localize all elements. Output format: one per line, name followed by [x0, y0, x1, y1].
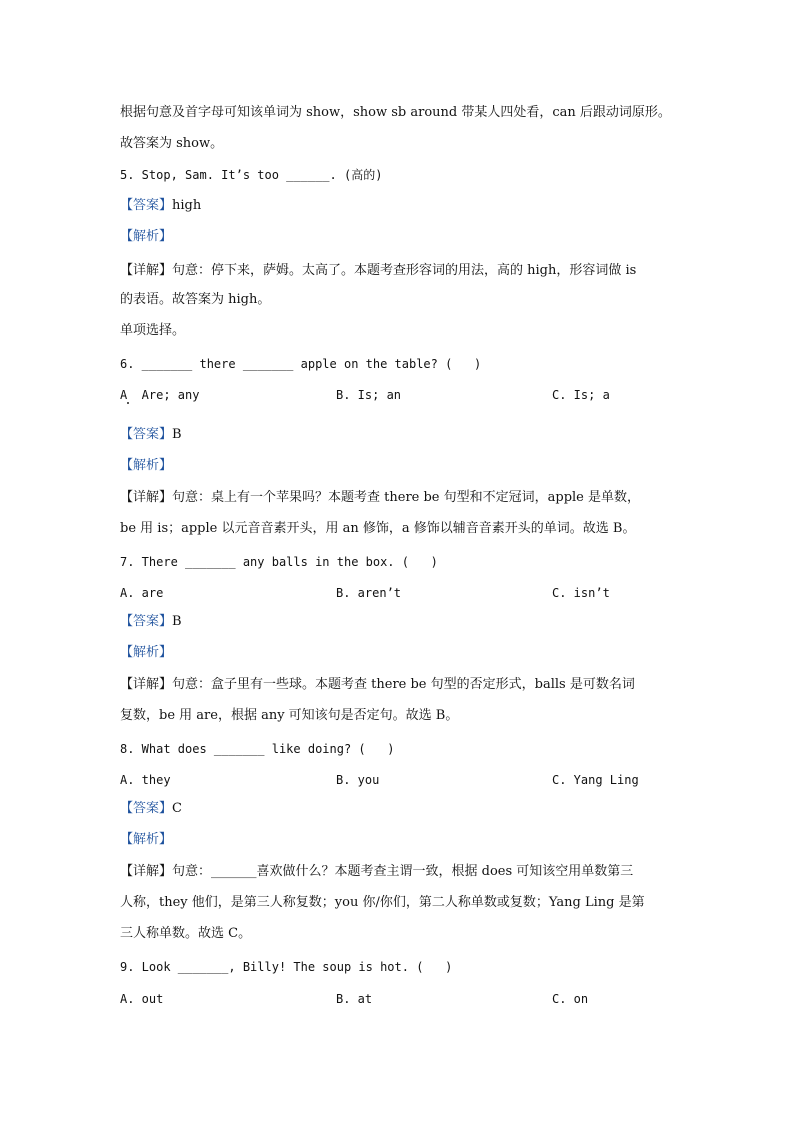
q7-option-c: C. isn’t	[552, 586, 610, 600]
detail-text: 句意：_______喜欢做什么？本题考查主谓一致，根据 does 可知该空用单数第三	[172, 864, 634, 879]
detail-tag: 【详解】	[120, 490, 173, 505]
q8-detail-line3: 三人称单数。故选 C。	[120, 926, 252, 941]
detail-tag: 【详解】	[120, 864, 173, 879]
answer-value: high	[172, 198, 202, 213]
q5-analysis: 【解析】	[120, 229, 173, 244]
q8-option-b: B. you	[336, 773, 380, 787]
q6-detail-line2: be 用 is；apple 以元音音素开头，用 an 修饰，a 修饰以辅音音素开头的单词。故选 B。	[120, 521, 636, 536]
q8-analysis: 【解析】	[120, 832, 173, 847]
q9-option-c: C. on	[552, 992, 589, 1006]
detail-text: 句意：盒子里有一些球。本题考查 there be 句型的否定形式，balls 是可数名词	[172, 677, 635, 692]
q7-answer	[120, 613, 182, 631]
q7-detail-line2: 复数，be 用 are，根据 any 可知该句是否定句。故选 B。	[120, 708, 459, 723]
detail-text: 句意：桌上有一个苹果吗？本题考查 there be 句型和不定冠词，apple 是单数，	[172, 490, 641, 505]
q7-option-b: B. aren’t	[336, 586, 402, 600]
answer-tag: 【答案】	[120, 427, 173, 442]
answer-tag: 【答案】	[120, 198, 173, 213]
answer-value: B	[172, 427, 182, 442]
q6-detail-line1	[120, 489, 640, 507]
q6-analysis: 【解析】	[120, 458, 173, 473]
q6-option-a: A Are; any	[120, 388, 200, 402]
q8-question: 8. What does _______ like doing? ( )	[120, 742, 395, 756]
detail-tag: 【详解】	[120, 677, 173, 692]
q8-detail-line2: 人称，they 他们，是第三人称复数；you 你/你们，第二人称单数或复数；Yang Ling 是第	[120, 895, 645, 910]
q6-option-b: B. Is; an	[336, 388, 402, 402]
q5-answer	[120, 197, 201, 215]
q7-option-a: A. are	[120, 586, 164, 600]
answer-value: B	[172, 614, 182, 629]
detail-text: 句意：停下来，萨姆。太高了。本题考查形容词的用法，高的 high，形容词做 is	[172, 263, 637, 278]
section-note: 单项选择。	[120, 323, 186, 338]
q8-option-c: C. Yang Ling	[552, 773, 639, 787]
stray-dot	[127, 402, 129, 404]
q8-detail-line1	[120, 863, 633, 881]
q6-question: 6. _______ there _______ apple on the table? ( )	[120, 357, 482, 371]
q8-option-a: A. they	[120, 773, 171, 787]
answer-tag: 【答案】	[120, 801, 173, 816]
q7-analysis: 【解析】	[120, 645, 173, 660]
q5-question: 5. Stop, Sam. It’s too ______. (高的)	[120, 168, 383, 182]
answer-value: C	[172, 801, 182, 816]
q9-option-a: A. out	[120, 992, 164, 1006]
q4-explain-line2: 故答案为 show。	[120, 136, 224, 151]
q5-detail-line2: 的表语。故答案为 high。	[120, 292, 271, 307]
q9-question: 9. Look _______, Billy! The soup is hot. ( )	[120, 960, 453, 974]
answer-tag: 【答案】	[120, 614, 173, 629]
q7-detail-line1	[120, 676, 635, 694]
q9-option-b: B. at	[336, 992, 373, 1006]
detail-tag: 【详解】	[120, 263, 173, 278]
q8-answer	[120, 800, 182, 818]
q4-explain-line1: 根据句意及首字母可知该单词为 show，show sb around 带某人四处看，can 后跟动词原形。	[120, 105, 671, 120]
q7-question: 7. There _______ any balls in the box. ( )	[120, 555, 438, 569]
q6-option-c: C. Is; a	[552, 388, 610, 402]
q5-detail-line1	[120, 262, 636, 280]
q6-answer	[120, 426, 182, 444]
